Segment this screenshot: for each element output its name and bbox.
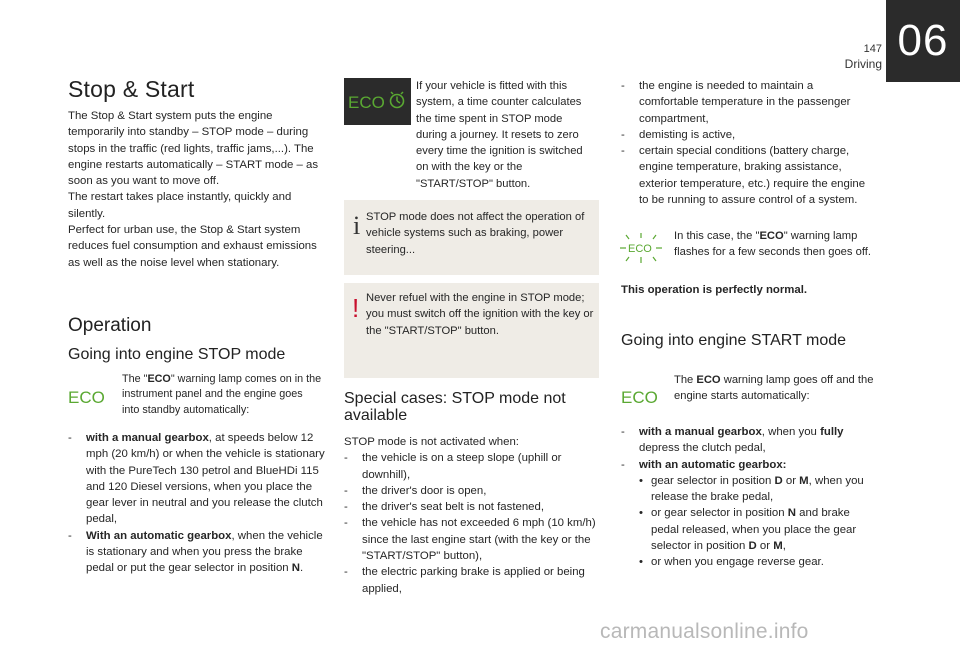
list-item: - demisting is active,: [621, 128, 736, 141]
start-eco-text: The ECO warning lamp goes off and the engine starts automatically:: [674, 374, 874, 403]
warning-box: [344, 283, 599, 378]
svg-text:!: !: [352, 293, 360, 321]
flash-text: In this case, the "ECO" warning lamp flashes for a few seconds then goes off.: [674, 230, 871, 259]
info-text: STOP mode does not affect the operation of vehicle systems such as braking, power steering...: [366, 211, 585, 256]
start-mode-heading: Going into engine START mode: [621, 332, 847, 349]
list-item: - certain special conditions (battery charge, engine temperature, braking assistance, exterior temperature, etc.) require the engine to be running to assure control of a system.: [621, 145, 866, 207]
list-item: - the engine is needed to maintain a comfortable temperature in the passenger compartment,: [621, 80, 851, 125]
operation-heading: Operation: [68, 315, 152, 336]
stop-eco-text: The "ECO" warning lamp comes on in the instrument panel and the engine goes into standby automatically:: [122, 373, 322, 416]
list-item: - with a manual gearbox, when you fully depress the clutch pedal,: [621, 426, 844, 455]
svg-text:ECO: ECO: [68, 388, 105, 406]
svg-text:ECO: ECO: [621, 388, 658, 406]
list-item: - with an automatic gearbox: • gear selector in position D or M, when you release the brake pedal, • or gear selector in position N and brake pedal released, when you place the gear selector in position D or M, • or when you engage reverse gear.: [621, 457, 873, 571]
list-item: • gear selector in position D or M, when you release the brake pedal,: [639, 474, 864, 504]
list-item: - the driver's door is open,: [344, 484, 487, 497]
warning-icon: [348, 291, 364, 321]
automatic-gearbox-sublist: [639, 473, 873, 571]
chapter-number: 06: [897, 16, 949, 65]
watermark: carmanualsonline.info: [600, 620, 809, 643]
chapter-tab: [886, 0, 960, 82]
page-number: 147: [863, 43, 882, 55]
eco-icon: [68, 388, 114, 406]
special-cases-heading: Special cases: STOP mode not available: [344, 390, 566, 424]
info-icon: [350, 210, 364, 238]
page-title: Stop & Start: [68, 76, 195, 102]
svg-text:ECO: ECO: [628, 243, 652, 255]
intro-paragraph-2: The restart takes place instantly, quickly and silently.: [68, 191, 292, 220]
intro-paragraph-1: The Stop & Start system puts the engine temporarily into standby – STOP mode – during stops in the traffic (red lights, traffic jams,...). The engine restarts automatically – START mode – as soon as you want to move off.: [68, 110, 319, 188]
list-item: • or when you engage reverse gear.: [639, 556, 824, 569]
svg-text:ECO: ECO: [348, 93, 385, 112]
list-item: - the driver's seat belt is not fastened,: [344, 501, 544, 514]
list-item: - the electric parking brake is applied or being applied,: [344, 566, 585, 595]
section-name: Driving: [844, 57, 882, 71]
stop-mode-list: [68, 430, 326, 577]
normal-operation-text: This operation is perfectly normal.: [621, 284, 808, 296]
intro-paragraph-3: Perfect for urban use, the Stop & Start system reduces fuel consumption and exhaust emissions as well as the noise level when stationary.: [68, 224, 317, 269]
list-item: - the vehicle is on a steep slope (uphill or downhill),: [344, 452, 562, 481]
eco-timer-icon: [344, 78, 411, 125]
list-item: - With an automatic gearbox, when the vehicle is stationary and when you press the brake pedal or put the gear selector in position N.: [68, 529, 323, 575]
eco-flashing-icon: [620, 232, 662, 264]
special-cases-text: [344, 434, 602, 597]
svg-text:i: i: [353, 211, 361, 238]
timer-text: If your vehicle is fitted with this system, a time counter calculates the time spent in STOP mode during a journey. It resets to zero every time the ignition is switched on with the key or the "START/STOP" button.: [416, 80, 583, 190]
stop-mode-heading: Going into engine STOP mode: [68, 346, 286, 363]
special-cases-list: [344, 450, 602, 597]
eco-icon: [621, 388, 667, 406]
special-cases-intro: STOP mode is not activated when:: [344, 436, 519, 448]
info-box: [344, 200, 599, 275]
list-item: - with a manual gearbox, at speeds below 12 mph (20 km/h) or when the vehicle is stationary with the PureTech 130 petrol and BlueHDi 115 and 120 Diesel versions, when you place the gear lever in neutral and you release the clutch pedal,: [68, 432, 325, 526]
list-item: • or gear selector in position N and brake pedal released, when you place the gear selector in position D or M,: [639, 507, 857, 553]
start-mode-list: [621, 424, 873, 571]
intro-text: [68, 108, 326, 271]
continued-list: [621, 78, 873, 208]
warning-text: Never refuel with the engine in STOP mode; you must switch off the ignition with the key or the "START/STOP" button.: [366, 292, 594, 337]
list-item: - the vehicle has not exceeded 6 mph (10 km/h) since the last engine start (with the key or the "START/STOP" button),: [344, 517, 596, 563]
